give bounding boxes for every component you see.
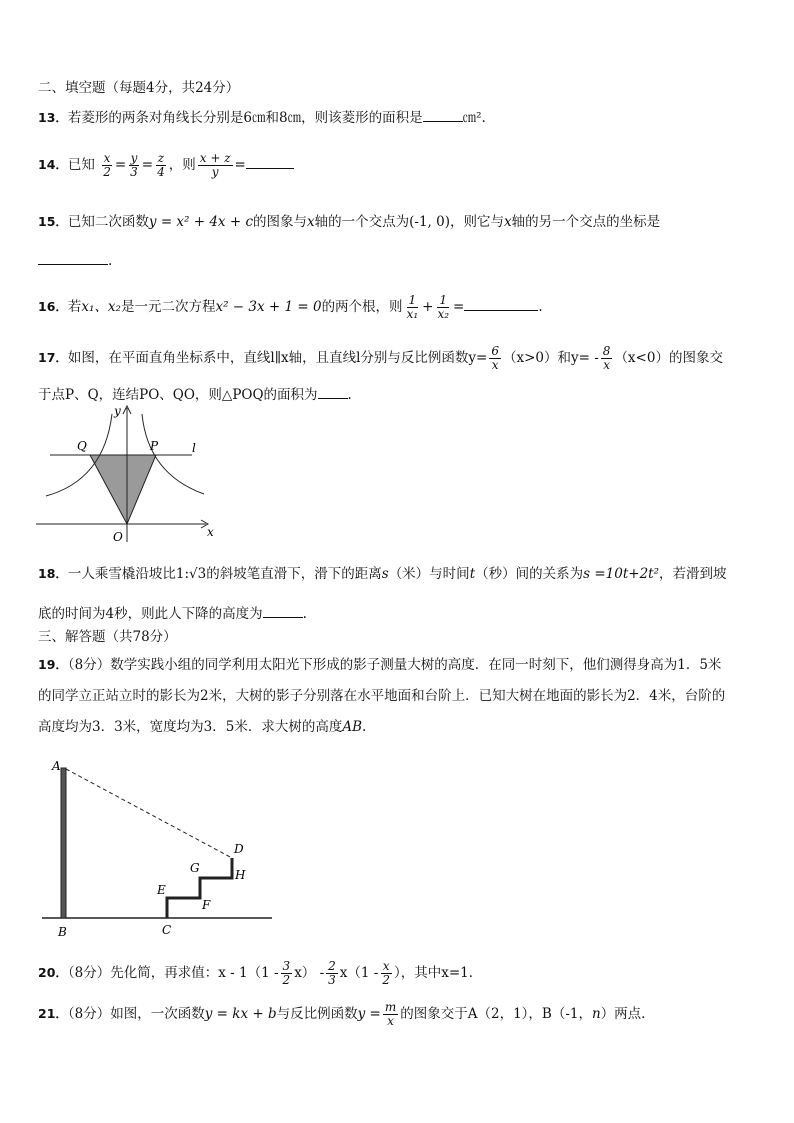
answer-blank[interactable] xyxy=(246,154,294,169)
fraction-z-4: $\frac{z}{4}$ xyxy=(157,151,165,179)
fraction-1-x1: $\frac{1}{\text{x₁}}$ xyxy=(406,293,419,321)
question-17-line2: 于点P、Q，连结PO、QO，则△POQ的面积为 . xyxy=(38,384,352,405)
fraction-x-2: $\frac{x}{2}$ xyxy=(382,959,390,987)
label-c: C xyxy=(162,923,172,937)
label-a: A xyxy=(52,759,61,773)
question-15-answer-line: . xyxy=(38,250,112,271)
question-17: 17．如图，在平面直角坐标系中，直线l∥x轴，且直线l分别与反比例函数y= $\frac{6}{x}$ （x>0）和y= - $\frac{8}{x}$ （x<0）的图象交 xyxy=(38,344,723,372)
answer-blank[interactable] xyxy=(38,250,108,265)
section-heading-fill-in: 二、填空题（每题4分，共24分） xyxy=(38,80,240,96)
fraction-m-x: $\frac{m}{x}$ xyxy=(384,1000,397,1028)
fraction-2-3: $\frac{2}{3}$ xyxy=(328,959,336,987)
fraction-3-2: $\frac{3}{2}$ xyxy=(282,959,291,987)
question-16: 16．若x₁、x₂是一元二次方程x² − 3x + 1 = 0的两个根，则 $\frac{1}{\text{x₁}}$ + $\frac{1}{\text{x₂}}$ = . xyxy=(38,293,543,321)
label-p: P xyxy=(150,439,159,453)
label-g: G xyxy=(190,861,200,875)
question-19-line2: 的同学立正站立时的影长为2米，大树的影子分别落在水平地面和台阶上．已知大树在地面的影长为2．4米，台阶的 xyxy=(38,688,726,704)
figure-coordinate-plane xyxy=(36,402,216,544)
question-18: 18．一人乘雪橇沿坡比1:√3的斜坡笔直滑下，滑下的距离s（米）与时间t（秒）间的关系为s =10t+2t²，若滑到坡 xyxy=(38,566,727,582)
answer-blank[interactable] xyxy=(318,384,348,399)
label-h: H xyxy=(235,868,246,882)
answer-blank[interactable] xyxy=(423,107,463,122)
triangle-poq xyxy=(90,455,156,524)
question-13: 13．若菱形的两条对角线长分别是6㎝和8㎝，则该菱形的面积是 ㎝². xyxy=(38,107,486,128)
question-15: 15．已知二次函数y = x² + 4x + c的图象与x轴的一个交点为(-1, 0)，则它与x轴的另一个交点的坐标是 xyxy=(38,214,661,230)
sun-ray-dashed xyxy=(66,769,232,858)
question-19-line3: 高度均为3．3米，宽度均为3．5米．求大树的高度AB. xyxy=(38,719,367,735)
fraction-8-x: $\frac{8}{x}$ xyxy=(602,344,611,372)
answer-blank[interactable] xyxy=(464,296,538,311)
label-b: B xyxy=(58,925,67,939)
section-heading-solutions: 三、解答题（共78分） xyxy=(38,629,177,645)
label-y: y xyxy=(114,404,121,418)
fraction-xz-y: $\frac{x + z}{y}$ xyxy=(199,151,231,179)
label-e: E xyxy=(157,883,166,897)
label-o: O xyxy=(113,530,123,544)
label-x: x xyxy=(207,525,214,539)
fraction-x-2: $\frac{x}{2}$ xyxy=(103,151,111,179)
question-18-line2: 底的时间为4秒，则此人下降的高度为 . xyxy=(38,603,307,624)
question-20: 20．（8分）先化简，再求值：x - 1（1 - $\frac{3}{2}$ x） - $\frac{2}{3}$ x（1 - $\frac{x}{2}$ ），其中x=1． xyxy=(38,959,483,987)
label-l: l xyxy=(192,441,196,455)
label-q: Q xyxy=(77,439,87,453)
label-f: F xyxy=(202,898,211,912)
fraction-6-x: $\frac{6}{x}$ xyxy=(491,344,499,372)
question-14: 14．已知 $\frac{x}{2}$ = $\frac{y}{3}$ = $\frac{z}{4}$ ，则 $\frac{x + z}{y}$ = xyxy=(38,152,294,179)
label-d: D xyxy=(234,842,244,856)
fraction-y-3: $\frac{y}{3}$ xyxy=(130,151,138,179)
tree-ab xyxy=(61,768,66,918)
figure-tree-steps xyxy=(36,752,276,942)
question-21: 21．（8分）如图，一次函数y = kx + b与反比例函数y = $\frac{m}{x}$ 的图象交于A（2，1），B（-1，n）两点． xyxy=(38,1000,655,1028)
answer-blank[interactable] xyxy=(263,603,303,618)
fraction-1-x2: $\frac{1}{\text{x₂}}$ xyxy=(437,293,450,321)
question-19: 19．（8分）数学实践小组的同学利用太阳光下形成的影子测量大树的高度．在同一时刻下，他们测得身高为1．5米 xyxy=(38,657,722,673)
